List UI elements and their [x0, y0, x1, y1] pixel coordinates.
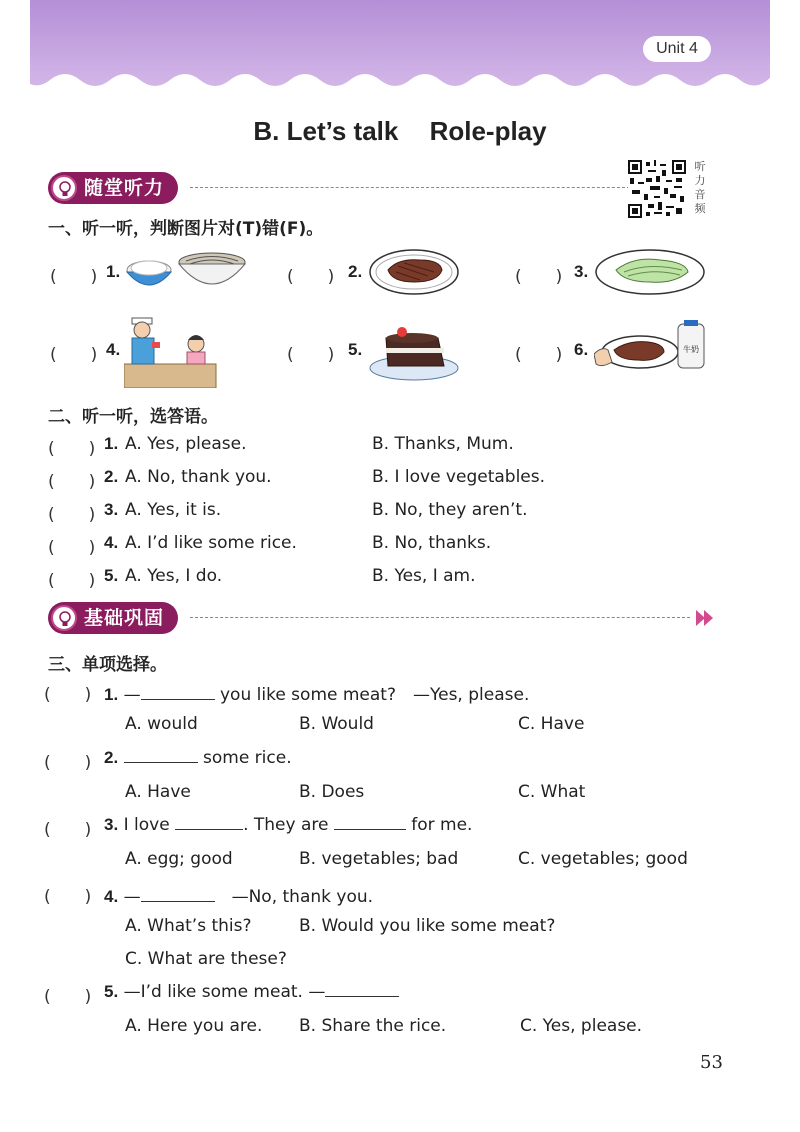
item-number: 2.	[348, 262, 363, 281]
answer-blank[interactable]	[124, 748, 198, 763]
unit-label: Unit 4	[643, 36, 711, 62]
option-a: A. Yes, it is.	[125, 500, 222, 520]
item-number: 3.	[574, 262, 589, 281]
question-post: you like some meat? —Yes, please.	[214, 685, 530, 705]
option-c: C. What	[518, 782, 586, 802]
item-number: 5.	[348, 340, 363, 359]
option-b: B. No, thanks.	[372, 533, 492, 553]
item-number: 1.	[104, 434, 119, 453]
qr-label: 听力音频	[694, 160, 706, 215]
question-mid: . They are	[243, 815, 334, 835]
item-number: 3.	[104, 500, 119, 519]
answer-paren[interactable]: ( )	[48, 505, 96, 525]
answer-paren[interactable]: ( )	[44, 685, 92, 705]
item-number: 3.	[104, 815, 119, 834]
svg-text:牛奶: 牛奶	[683, 345, 699, 354]
title-part2: Role-play	[429, 116, 547, 146]
question-4	[104, 882, 373, 907]
cake-on-plate-image	[368, 318, 462, 382]
option-b: B. Share the rice.	[299, 1016, 447, 1036]
option-c: C. What are these?	[125, 949, 287, 969]
option-b: B. Thanks, Mum.	[372, 434, 514, 454]
section-listening-bar	[48, 172, 718, 204]
option-b: B. Does	[299, 782, 365, 802]
answer-blank[interactable]	[141, 887, 215, 902]
section-listening-label: 随堂听力	[84, 177, 165, 199]
option-c: C. Have	[518, 714, 585, 734]
page-title	[0, 116, 800, 147]
item-number: 4.	[104, 887, 119, 906]
answer-paren[interactable]: ( )	[515, 267, 563, 287]
answer-paren[interactable]: ( )	[44, 753, 92, 773]
divider-dashes	[190, 187, 630, 188]
answer-paren[interactable]: ( )	[48, 571, 96, 591]
option-a: A. Here you are.	[125, 1016, 263, 1036]
option-b: B. I love vegetables.	[372, 467, 546, 487]
question-pre: —	[123, 685, 141, 705]
item-number: 2.	[104, 467, 119, 486]
option-b: B. Would you like some meat?	[299, 916, 556, 936]
question-post: —No, thank you.	[214, 887, 374, 907]
answer-paren[interactable]: ( )	[44, 987, 92, 1007]
man-and-girl-image	[124, 312, 218, 388]
part3-heading: 三、单项选择。	[48, 655, 167, 675]
answer-paren[interactable]: ( )	[48, 439, 96, 459]
item-number: 1.	[104, 685, 119, 704]
answer-blank[interactable]	[141, 685, 215, 700]
vegetables-on-plate-image	[594, 248, 706, 296]
section-basics-label: 基础巩固	[84, 607, 165, 629]
answer-paren[interactable]: ( )	[44, 887, 92, 907]
option-c: C. Yes, please.	[520, 1016, 643, 1036]
section-basics-bar	[48, 602, 718, 634]
item-number: 2.	[104, 748, 119, 767]
item-number: 1.	[106, 262, 121, 281]
meat-on-plate-image	[368, 248, 460, 296]
answer-paren[interactable]: ( )	[44, 820, 92, 840]
option-b: B. vegetables; bad	[299, 849, 459, 869]
option-b: B. Would	[299, 714, 374, 734]
question-2	[104, 748, 292, 768]
item-number: 4.	[106, 340, 121, 359]
section-listening-badge	[48, 172, 178, 204]
option-b: B. No, they aren’t.	[372, 500, 528, 520]
answer-paren[interactable]: ( )	[48, 538, 96, 558]
option-a: A. would	[125, 714, 198, 734]
question-pre: —	[123, 887, 141, 907]
answer-paren[interactable]: ( )	[48, 472, 96, 492]
option-a: A. What’s this?	[125, 916, 252, 936]
option-a: A. No, thank you.	[125, 467, 272, 487]
answer-paren[interactable]: ( )	[50, 345, 98, 365]
meat-and-milk-image	[594, 320, 710, 374]
section-basics-badge	[48, 602, 178, 634]
option-a: A. Have	[125, 782, 191, 802]
lightbulb-icon	[51, 605, 77, 631]
part2-heading: 二、听一听，选答语。	[48, 407, 218, 427]
answer-paren[interactable]: ( )	[287, 345, 335, 365]
item-number: 6.	[574, 340, 589, 359]
page-number: 53	[700, 1052, 723, 1073]
option-c: C. vegetables; good	[518, 849, 688, 869]
item-number: 5.	[104, 566, 119, 585]
answer-blank[interactable]	[325, 982, 399, 997]
question-1	[104, 680, 529, 705]
option-a: A. Yes, please.	[125, 434, 247, 454]
question-post: some rice.	[197, 748, 292, 768]
option-a: A. egg; good	[125, 849, 233, 869]
divider-dashes	[190, 617, 690, 618]
option-a: A. I’d like some rice.	[125, 533, 297, 553]
answer-paren[interactable]: ( )	[515, 345, 563, 365]
item-number: 4.	[104, 533, 119, 552]
answer-paren[interactable]: ( )	[50, 267, 98, 287]
question-5	[104, 982, 399, 1002]
question-3	[104, 815, 472, 835]
part1-heading: 一、听一听，判断图片对(T)错(F)。	[48, 219, 324, 239]
option-b: B. Yes, I am.	[372, 566, 476, 586]
answer-blank[interactable]	[334, 815, 406, 830]
option-a: A. Yes, I do.	[125, 566, 223, 586]
answer-paren[interactable]: ( )	[287, 267, 335, 287]
answer-blank[interactable]	[175, 815, 243, 830]
item-number: 5.	[104, 982, 119, 1001]
qr-code-icon[interactable]	[628, 160, 686, 218]
question-post: for me.	[405, 815, 473, 835]
lightbulb-icon	[51, 175, 77, 201]
rice-and-noodles-image	[124, 248, 248, 298]
question-pre: —I’d like some meat. —	[123, 982, 326, 1002]
title-part1: B. Let’s talk	[253, 116, 399, 146]
question-pre: I love	[123, 815, 176, 835]
